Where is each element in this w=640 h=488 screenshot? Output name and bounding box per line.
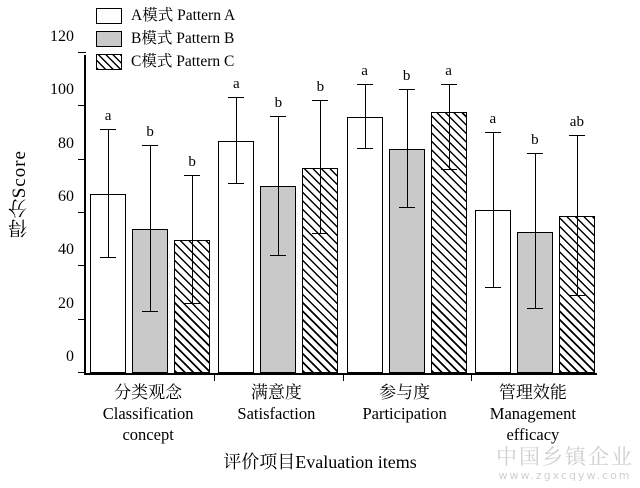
legend-label-c: C模式 Pattern C bbox=[131, 52, 235, 70]
error-cap-upper-3-0 bbox=[485, 132, 501, 133]
x-axis-title: 评价项目Evaluation items bbox=[223, 452, 417, 472]
error-cap-lower-2-1 bbox=[399, 207, 415, 208]
error-cap-lower-0-0 bbox=[100, 257, 116, 258]
error-bar-0-2 bbox=[192, 176, 193, 304]
y-tick-label-6: 120 bbox=[50, 28, 74, 45]
error-bar-1-2 bbox=[320, 101, 321, 234]
x-category-en1-2: Participation bbox=[362, 404, 447, 423]
significance-label-2-1: b bbox=[402, 68, 411, 85]
x-category-cn-0: 分类观念 bbox=[114, 383, 183, 402]
x-category-cn-3: 管理效能 bbox=[498, 383, 567, 402]
significance-label-0-2: b bbox=[188, 153, 196, 170]
watermark-sub: www.zgxcqyw.com bbox=[498, 469, 632, 482]
x-category-label-1 bbox=[212, 382, 340, 424]
legend-item-b bbox=[96, 27, 235, 50]
y-tick-label-2: 40 bbox=[58, 241, 74, 259]
legend-item-a bbox=[96, 4, 235, 27]
y-tick-1 bbox=[78, 319, 86, 320]
x-category-label-2 bbox=[341, 382, 469, 424]
error-bar-2-0 bbox=[365, 85, 366, 149]
y-tick-label-5: 100 bbox=[50, 81, 74, 99]
x-tick-2 bbox=[343, 373, 344, 381]
y-tick-label-4: 80 bbox=[58, 134, 74, 152]
x-category-en1-3: Management bbox=[489, 404, 576, 423]
y-tick-0 bbox=[78, 372, 86, 373]
error-cap-upper-1-1 bbox=[270, 116, 286, 117]
error-bar-3-1 bbox=[535, 154, 536, 309]
significance-label-2-2: a bbox=[445, 63, 452, 79]
legend-label-b: B模式 Pattern B bbox=[131, 29, 235, 47]
watermark-main: 中国乡镇企业 bbox=[496, 445, 634, 469]
significance-label-0-0: a bbox=[104, 108, 112, 125]
x-category-en1-1: Satisfaction bbox=[237, 404, 316, 423]
error-cap-lower-0-1 bbox=[142, 311, 158, 312]
x-category-en1-0: Classification bbox=[102, 404, 194, 423]
error-cap-lower-0-2 bbox=[184, 303, 200, 304]
error-cap-upper-0-2 bbox=[184, 175, 200, 176]
significance-label-1-2: b bbox=[316, 79, 325, 95]
error-cap-upper-0-1 bbox=[142, 145, 158, 146]
error-cap-lower-3-2 bbox=[569, 295, 585, 296]
x-category-cn-2: 参与度 bbox=[379, 383, 431, 402]
y-tick-label-1: 20 bbox=[58, 294, 74, 312]
y-tick-4 bbox=[78, 159, 86, 160]
watermark bbox=[496, 445, 634, 482]
error-cap-upper-3-2 bbox=[569, 135, 585, 136]
x-category-label-3 bbox=[469, 382, 597, 445]
x-category-en2-0: concept bbox=[122, 425, 174, 444]
x-category-cn-1: 满意度 bbox=[250, 383, 302, 402]
error-bar-1-0 bbox=[236, 98, 237, 183]
legend-label-a: A模式 Pattern A bbox=[131, 6, 236, 24]
significance-label-2-0: a bbox=[361, 63, 368, 79]
error-cap-upper-1-0 bbox=[228, 97, 244, 98]
error-cap-upper-2-2 bbox=[441, 84, 457, 85]
significance-label-1-1: b bbox=[274, 95, 283, 111]
error-bar-3-2 bbox=[577, 136, 578, 296]
error-cap-lower-2-0 bbox=[357, 148, 373, 149]
x-category-label-0 bbox=[84, 382, 212, 445]
error-bar-2-2 bbox=[449, 85, 450, 170]
legend-swatch-a bbox=[96, 8, 122, 24]
y-tick-6 bbox=[78, 52, 86, 53]
bar-2-0 bbox=[347, 117, 383, 373]
legend-swatch-b bbox=[96, 31, 122, 47]
significance-label-3-1: b bbox=[531, 132, 539, 149]
x-category-en2-3: efficacy bbox=[506, 425, 560, 444]
error-cap-lower-3-1 bbox=[527, 308, 543, 309]
error-bar-1-1 bbox=[278, 117, 279, 256]
significance-label-0-1: b bbox=[146, 124, 154, 141]
significance-label-3-0: a bbox=[489, 111, 497, 127]
y-axis-title: 得分Score bbox=[9, 150, 30, 239]
error-bar-2-1 bbox=[407, 90, 408, 207]
x-tick-1 bbox=[214, 373, 215, 381]
error-bar-0-0 bbox=[108, 130, 109, 258]
y-tick-label-0: 0 bbox=[66, 348, 74, 365]
error-cap-lower-1-1 bbox=[270, 255, 286, 256]
x-tick-3 bbox=[471, 373, 472, 381]
error-bar-0-1 bbox=[150, 146, 151, 311]
error-cap-lower-1-0 bbox=[228, 183, 244, 184]
y-tick-2 bbox=[78, 265, 86, 266]
error-cap-upper-1-2 bbox=[312, 100, 328, 101]
y-tick-label-3: 60 bbox=[58, 188, 74, 205]
error-cap-upper-2-0 bbox=[357, 84, 373, 85]
error-bar-3-0 bbox=[493, 133, 494, 288]
error-cap-upper-2-1 bbox=[399, 89, 415, 90]
significance-label-1-0: a bbox=[233, 76, 240, 93]
error-cap-lower-1-2 bbox=[312, 233, 328, 234]
significance-label-3-2: ab bbox=[569, 113, 584, 130]
error-cap-upper-0-0 bbox=[100, 129, 116, 130]
error-cap-upper-3-1 bbox=[527, 153, 543, 154]
error-cap-lower-3-0 bbox=[485, 287, 501, 288]
error-cap-lower-2-2 bbox=[441, 169, 457, 170]
y-tick-5 bbox=[78, 105, 86, 106]
y-tick-3 bbox=[78, 212, 86, 213]
